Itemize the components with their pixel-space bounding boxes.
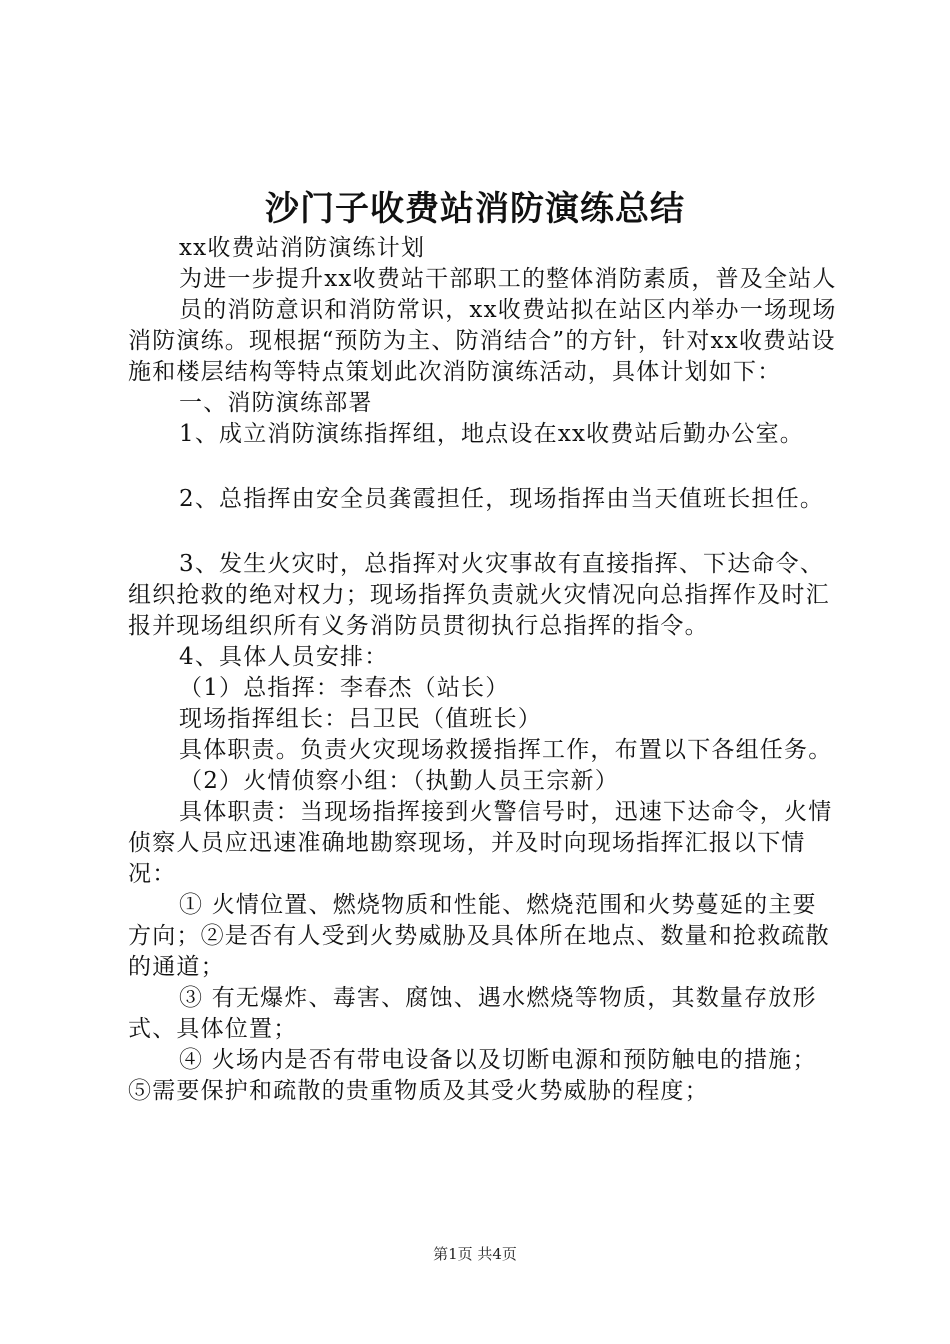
document-body xyxy=(128,233,840,1107)
paragraph: （2）火情侦察小组：（执勤人员王宗新） xyxy=(179,768,619,794)
paragraph: （1）总指挥：李春杰（站长） xyxy=(179,675,510,701)
paragraph: 员的消防意识和消防常识，xx收费站拟在站区内举办一场现场消防演练。现根据“预防为主、防消结合”的方针，针对xx收费站设施和楼层结构等特点策划此次消防演练活动，具体计划如下： xyxy=(128,297,837,385)
paragraph: 1、成立消防演练指挥组，地点设在xx收费站后勤办公室。 xyxy=(179,421,804,447)
paragraph: 2、总指挥由安全员龚霞担任，现场指挥由当天值班长担任。 xyxy=(179,486,825,512)
paragraph: 3、发生火灾时，总指挥对火灾事故有直接指挥、下达命令、组织抢救的绝对权力；现场指挥负责就火灾情况向总指挥作及时汇报并现场组织所有义务消防员贯彻执行总指挥的指令。 xyxy=(128,551,830,639)
paragraph: 4、具体人员安排： xyxy=(179,644,389,670)
paragraph: 具体职责：当现场指挥接到火警信号时，迅速下达命令，火情侦察人员应迅速准确地勘察现场，并及时向现场指挥汇报以下情况： xyxy=(128,799,833,887)
page-footer: 第1页 共4页 xyxy=(433,1245,517,1263)
paragraph: xx收费站消防演练计划 xyxy=(179,235,426,261)
paragraph: ① 火情位置、燃烧物质和性能、燃烧范围和火势蔓延的主要方向；②是否有人受到火势威胁及具体所在地点、数量和抢救疏散的通道； xyxy=(128,892,830,980)
paragraph: 具体职责。负责火灾现场救援指挥工作，布置以下各组任务。 xyxy=(179,737,833,763)
paragraph: 为进一步提升xx收费站干部职工的整体消防素质，普及全站人 xyxy=(179,266,837,292)
paragraph: ④ 火场内是否有带电设备以及切断电源和预防触电的措施；⑤需要保护和疏散的贵重物质及其受火势威胁的程度； xyxy=(128,1047,817,1104)
section-heading: 一、消防演练部署 xyxy=(179,390,373,416)
paragraph: ③ 有无爆炸、毒害、腐蚀、遇水燃烧等物质，其数量存放形式、具体位置； xyxy=(128,985,817,1042)
document-title: 沙门子收费站消防演练总结 xyxy=(265,189,685,229)
paragraph: 现场指挥组长：吕卫民（值班长） xyxy=(179,706,542,732)
